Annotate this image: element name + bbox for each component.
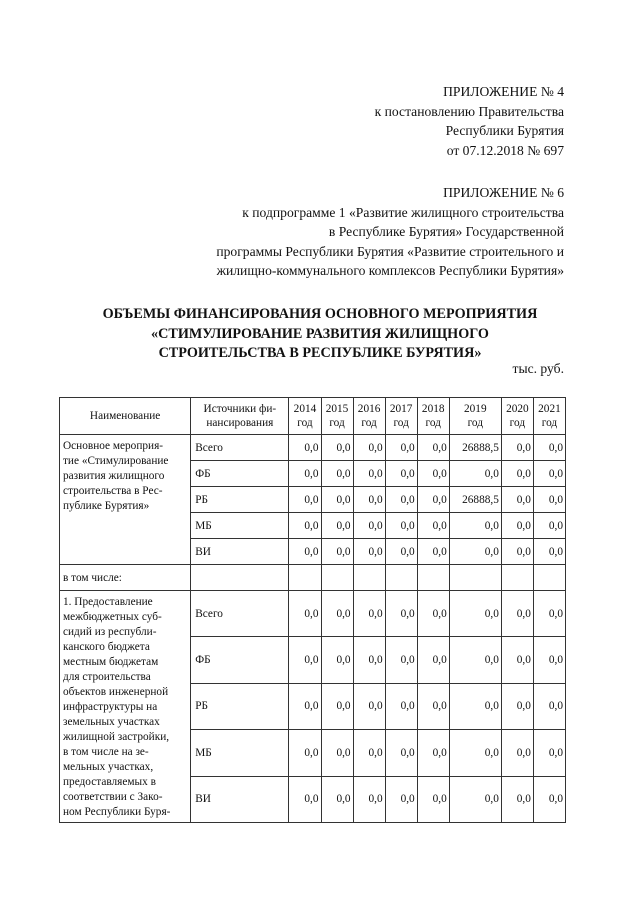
document-title: [60, 305, 580, 364]
value-cell: 0,0: [417, 683, 449, 729]
value-cell: 0,0: [533, 591, 565, 637]
header-year-2019: [449, 398, 501, 435]
value-cell: 0,0: [289, 539, 321, 565]
value-cell: 0,0: [501, 513, 533, 539]
measure-name-line: объектов инженерной: [63, 686, 169, 698]
source-cell: МБ: [191, 513, 289, 539]
header-year-value: 2021: [538, 403, 561, 415]
value-cell: 0,0: [321, 461, 353, 487]
value-cell: 0,0: [385, 435, 417, 461]
measure-name-line: тие «Стимулирование: [63, 455, 169, 467]
header-year-suffix: год: [541, 417, 558, 429]
value-cell: 0,0: [353, 637, 385, 683]
value-cell: 0,0: [321, 776, 353, 822]
value-cell: 0,0: [449, 539, 501, 565]
value-cell: 0,0: [501, 637, 533, 683]
table-row: [60, 591, 566, 637]
empty-cell: [191, 565, 289, 591]
empty-cell: [289, 565, 321, 591]
source-cell: ФБ: [191, 637, 289, 683]
appendix-6-line: программы Республики Бурятия «Развитие строительного и: [216, 243, 564, 259]
value-cell: 0,0: [353, 776, 385, 822]
value-cell: 0,0: [501, 683, 533, 729]
value-cell: 0,0: [385, 513, 417, 539]
header-year-2014: [289, 398, 321, 435]
value-cell: 0,0: [385, 487, 417, 513]
measure-name-line: в том числе на зе-: [63, 746, 149, 758]
value-cell: 0,0: [353, 435, 385, 461]
value-cell: 0,0: [533, 435, 565, 461]
appendix-4-header: [375, 82, 564, 160]
header-year-2015: [321, 398, 353, 435]
header-year-value: 2017: [389, 403, 413, 415]
source-cell: Всего: [191, 435, 289, 461]
table-row: [60, 435, 566, 461]
header-source: [191, 398, 289, 435]
appendix-6-title: ПРИЛОЖЕНИЕ № 6: [443, 185, 564, 200]
value-cell: 0,0: [289, 513, 321, 539]
measure-name-line: местным бюджетам: [63, 656, 159, 668]
value-cell: 0,0: [417, 435, 449, 461]
header-year-suffix: год: [361, 417, 377, 429]
header-year-2018: [417, 398, 449, 435]
value-cell: 0,0: [353, 730, 385, 776]
value-cell: 0,0: [289, 461, 321, 487]
header-name: Наименование: [60, 398, 191, 435]
measure-name-line: земельных участках: [63, 716, 160, 728]
value-cell: 0,0: [501, 435, 533, 461]
value-cell: 0,0: [385, 776, 417, 822]
value-cell: 0,0: [321, 637, 353, 683]
value-cell: 0,0: [501, 776, 533, 822]
empty-cell: [417, 565, 449, 591]
header-year-value: 2014: [293, 403, 317, 415]
value-cell: 0,0: [533, 461, 565, 487]
value-cell: 0,0: [533, 637, 565, 683]
value-cell: 0,0: [385, 539, 417, 565]
subheader-label: в том числе:: [60, 565, 191, 591]
value-cell: 0,0: [417, 776, 449, 822]
value-cell: 0,0: [385, 683, 417, 729]
header-year-value: 2020: [506, 403, 529, 415]
empty-cell: [533, 565, 565, 591]
value-cell: 0,0: [417, 487, 449, 513]
value-cell: 0,0: [385, 461, 417, 487]
value-cell: 0,0: [533, 539, 565, 565]
appendix-6-line: к подпрограмме 1 «Развитие жилищного строительства: [242, 204, 564, 220]
header-row: [60, 398, 566, 435]
financing-table: [59, 397, 566, 823]
measure-name-line: соответствии с Зако-: [63, 791, 163, 803]
header-year-value: 2018: [421, 403, 445, 415]
value-cell: 0,0: [449, 776, 501, 822]
value-cell: 0,0: [321, 539, 353, 565]
value-cell: 0,0: [385, 730, 417, 776]
value-cell: 0,0: [501, 591, 533, 637]
value-cell: 0,0: [417, 730, 449, 776]
value-cell: 0,0: [353, 591, 385, 637]
measure-name-line: межбюджетных суб-: [63, 611, 162, 623]
empty-cell: [385, 565, 417, 591]
value-cell: 0,0: [289, 637, 321, 683]
value-cell: 0,0: [417, 539, 449, 565]
header-year-2016: [353, 398, 385, 435]
source-cell: ФБ: [191, 461, 289, 487]
header-year-2017: [385, 398, 417, 435]
source-cell: МБ: [191, 730, 289, 776]
value-cell: 0,0: [533, 487, 565, 513]
value-cell: 0,0: [533, 513, 565, 539]
appendix-6-header: [216, 183, 564, 281]
value-cell: 0,0: [501, 461, 533, 487]
header-year-value: 2016: [357, 403, 381, 415]
value-cell: 0,0: [353, 487, 385, 513]
value-cell: 0,0: [321, 487, 353, 513]
header-year-2021: [533, 398, 565, 435]
value-cell: 0,0: [449, 637, 501, 683]
appendix-4-line: к постановлению Правительства: [374, 103, 564, 119]
source-cell: ВИ: [191, 776, 289, 822]
value-cell: 26888,5: [449, 435, 501, 461]
value-cell: 0,0: [321, 683, 353, 729]
value-cell: 0,0: [449, 683, 501, 729]
value-cell: 0,0: [501, 539, 533, 565]
value-cell: 0,0: [501, 730, 533, 776]
units-label: тыс. руб.: [512, 361, 564, 376]
measure-name-line: развития жилищного: [63, 470, 165, 482]
value-cell: 0,0: [353, 539, 385, 565]
header-source-line: нансирования: [206, 417, 274, 429]
document-title-line: СТРОИТЕЛЬСТВА В РЕСПУБЛИКЕ БУРЯТИЯ»: [158, 345, 482, 361]
value-cell: 0,0: [417, 513, 449, 539]
appendix-4-title: ПРИЛОЖЕНИЕ № 4: [443, 84, 564, 99]
value-cell: 0,0: [289, 591, 321, 637]
measure-name-line: Основное мероприя-: [63, 440, 164, 452]
value-cell: 0,0: [289, 730, 321, 776]
value-cell: 0,0: [289, 683, 321, 729]
measure-name-line: мельных участках,: [63, 761, 154, 773]
value-cell: 0,0: [353, 513, 385, 539]
empty-cell: [321, 565, 353, 591]
measure-name: [60, 591, 191, 823]
measure-name-line: 1. Предоставление: [63, 596, 153, 608]
document-title-line: «СТИМУЛИРОВАНИЕ РАЗВИТИЯ ЖИЛИЩНОГО: [151, 325, 489, 342]
measure-name-line: строительства в Рес-: [63, 485, 163, 497]
value-cell: 26888,5: [449, 487, 501, 513]
value-cell: 0,0: [289, 776, 321, 822]
appendix-4-line: Республики Бурятия: [445, 123, 564, 138]
measure-name-line: ном Республики Буря-: [63, 806, 171, 818]
source-cell: Всего: [191, 591, 289, 637]
measure-name: [60, 435, 191, 565]
value-cell: 0,0: [417, 637, 449, 683]
measure-name-line: жилищной застройки,: [63, 731, 170, 743]
measure-name-line: канского бюджета: [63, 641, 150, 653]
subheader-row: [60, 565, 566, 591]
measure-name-line: для строительства: [63, 671, 151, 683]
value-cell: 0,0: [321, 513, 353, 539]
source-cell: ВИ: [191, 539, 289, 565]
value-cell: 0,0: [289, 435, 321, 461]
header-source-line: Источники фи-: [203, 403, 277, 415]
header-year-value: 2019: [464, 403, 487, 415]
source-cell: РБ: [191, 487, 289, 513]
header-year-value: 2015: [325, 403, 349, 415]
value-cell: 0,0: [385, 637, 417, 683]
value-cell: 0,0: [533, 683, 565, 729]
measure-name-line: публике Бурятия»: [63, 500, 150, 512]
measure-name-line: предоставляемых в: [63, 776, 156, 788]
header-year-suffix: год: [393, 417, 409, 429]
header-year-suffix: год: [467, 417, 484, 429]
value-cell: 0,0: [321, 435, 353, 461]
value-cell: 0,0: [353, 683, 385, 729]
value-cell: 0,0: [321, 591, 353, 637]
source-cell: РБ: [191, 683, 289, 729]
value-cell: 0,0: [417, 591, 449, 637]
appendix-4-line: от 07.12.2018 № 697: [446, 142, 564, 158]
value-cell: 0,0: [353, 461, 385, 487]
value-cell: 0,0: [449, 461, 501, 487]
value-cell: 0,0: [533, 776, 565, 822]
appendix-6-line: жилищно-коммунального комплексов Республики Бурятия»: [216, 263, 564, 278]
value-cell: 0,0: [385, 591, 417, 637]
value-cell: 0,0: [533, 730, 565, 776]
empty-cell: [501, 565, 533, 591]
value-cell: 0,0: [501, 487, 533, 513]
measure-name-line: инфраструктуры на: [63, 701, 158, 713]
measure-name-line: сидий из республи-: [63, 626, 157, 638]
value-cell: 0,0: [449, 730, 501, 776]
empty-cell: [353, 565, 385, 591]
header-year-suffix: год: [297, 417, 313, 429]
document-title-line: ОБЪЕМЫ ФИНАНСИРОВАНИЯ ОСНОВНОГО МЕРОПРИЯТИЯ: [102, 306, 538, 322]
header-year-suffix: год: [329, 417, 345, 429]
appendix-6-line: в Республике Бурятия» Государственной: [328, 224, 564, 239]
header-year-suffix: год: [509, 417, 526, 429]
value-cell: 0,0: [417, 461, 449, 487]
value-cell: 0,0: [321, 730, 353, 776]
header-year-suffix: год: [425, 417, 441, 429]
value-cell: 0,0: [449, 513, 501, 539]
value-cell: 0,0: [449, 591, 501, 637]
header-year-2020: [501, 398, 533, 435]
value-cell: 0,0: [289, 487, 321, 513]
empty-cell: [449, 565, 501, 591]
